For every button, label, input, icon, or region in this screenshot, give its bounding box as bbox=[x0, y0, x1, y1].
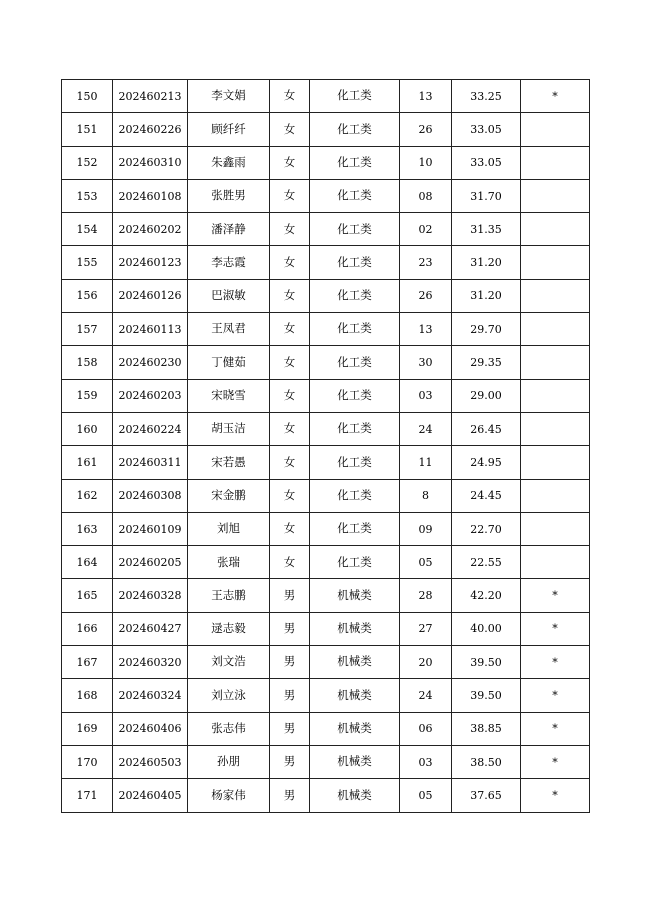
rank-cell: 168 bbox=[62, 679, 113, 712]
seat-number-cell: 23 bbox=[400, 246, 452, 279]
gender-cell: 女 bbox=[270, 412, 310, 445]
candidate-id-cell: 202460310 bbox=[113, 146, 188, 179]
score-cell: 29.70 bbox=[452, 313, 521, 346]
category-cell: 机械类 bbox=[310, 646, 400, 679]
candidate-id-cell: 202460203 bbox=[113, 379, 188, 412]
table-row bbox=[62, 612, 590, 645]
results-table bbox=[61, 79, 590, 813]
table-row bbox=[62, 246, 590, 279]
mark-cell bbox=[521, 479, 590, 512]
score-cell: 24.45 bbox=[452, 479, 521, 512]
rank-cell: 154 bbox=[62, 213, 113, 246]
mark-cell bbox=[521, 213, 590, 246]
category-cell: 化工类 bbox=[310, 546, 400, 579]
score-cell: 22.55 bbox=[452, 546, 521, 579]
name-cell: 刘立泳 bbox=[188, 679, 270, 712]
candidate-id-cell: 202460224 bbox=[113, 412, 188, 445]
seat-number-cell: 02 bbox=[400, 213, 452, 246]
table-row bbox=[62, 146, 590, 179]
rank-cell: 160 bbox=[62, 412, 113, 445]
category-cell: 化工类 bbox=[310, 246, 400, 279]
rank-cell: 153 bbox=[62, 179, 113, 212]
seat-number-cell: 05 bbox=[400, 546, 452, 579]
mark-cell: * bbox=[521, 646, 590, 679]
category-cell: 机械类 bbox=[310, 779, 400, 812]
seat-number-cell: 06 bbox=[400, 712, 452, 745]
mark-cell bbox=[521, 446, 590, 479]
table-row bbox=[62, 712, 590, 745]
category-cell: 化工类 bbox=[310, 279, 400, 312]
category-cell: 化工类 bbox=[310, 146, 400, 179]
gender-cell: 男 bbox=[270, 679, 310, 712]
candidate-id-cell: 202460205 bbox=[113, 546, 188, 579]
score-cell: 42.20 bbox=[452, 579, 521, 612]
candidate-id-cell: 202460108 bbox=[113, 179, 188, 212]
score-cell: 38.50 bbox=[452, 745, 521, 778]
name-cell: 逯志毅 bbox=[188, 612, 270, 645]
score-cell: 29.00 bbox=[452, 379, 521, 412]
rank-cell: 170 bbox=[62, 745, 113, 778]
rank-cell: 165 bbox=[62, 579, 113, 612]
seat-number-cell: 26 bbox=[400, 279, 452, 312]
rank-cell: 162 bbox=[62, 479, 113, 512]
candidate-id-cell: 202460213 bbox=[113, 80, 188, 113]
candidate-id-cell: 202460202 bbox=[113, 213, 188, 246]
gender-cell: 女 bbox=[270, 146, 310, 179]
gender-cell: 女 bbox=[270, 113, 310, 146]
gender-cell: 女 bbox=[270, 446, 310, 479]
candidate-id-cell: 202460311 bbox=[113, 446, 188, 479]
gender-cell: 女 bbox=[270, 512, 310, 545]
table-row bbox=[62, 346, 590, 379]
score-cell: 33.25 bbox=[452, 80, 521, 113]
table-row bbox=[62, 213, 590, 246]
mark-cell: * bbox=[521, 745, 590, 778]
name-cell: 张胜男 bbox=[188, 179, 270, 212]
mark-cell bbox=[521, 512, 590, 545]
name-cell: 顾纤纤 bbox=[188, 113, 270, 146]
score-cell: 33.05 bbox=[452, 146, 521, 179]
mark-cell: * bbox=[521, 80, 590, 113]
seat-number-cell: 24 bbox=[400, 679, 452, 712]
candidate-id-cell: 202460109 bbox=[113, 512, 188, 545]
table-row bbox=[62, 679, 590, 712]
rank-cell: 157 bbox=[62, 313, 113, 346]
mark-cell: * bbox=[521, 712, 590, 745]
rank-cell: 152 bbox=[62, 146, 113, 179]
score-cell: 29.35 bbox=[452, 346, 521, 379]
candidate-id-cell: 202460113 bbox=[113, 313, 188, 346]
table-row bbox=[62, 579, 590, 612]
score-cell: 31.20 bbox=[452, 246, 521, 279]
name-cell: 王凤君 bbox=[188, 313, 270, 346]
category-cell: 化工类 bbox=[310, 512, 400, 545]
mark-cell bbox=[521, 546, 590, 579]
table-row bbox=[62, 179, 590, 212]
seat-number-cell: 11 bbox=[400, 446, 452, 479]
rank-cell: 155 bbox=[62, 246, 113, 279]
table-row bbox=[62, 646, 590, 679]
seat-number-cell: 05 bbox=[400, 779, 452, 812]
seat-number-cell: 27 bbox=[400, 612, 452, 645]
table-row bbox=[62, 279, 590, 312]
table-row bbox=[62, 546, 590, 579]
rank-cell: 164 bbox=[62, 546, 113, 579]
score-cell: 33.05 bbox=[452, 113, 521, 146]
seat-number-cell: 13 bbox=[400, 80, 452, 113]
gender-cell: 男 bbox=[270, 779, 310, 812]
seat-number-cell: 20 bbox=[400, 646, 452, 679]
mark-cell: * bbox=[521, 779, 590, 812]
name-cell: 李文娟 bbox=[188, 80, 270, 113]
seat-number-cell: 13 bbox=[400, 313, 452, 346]
name-cell: 潘泽静 bbox=[188, 213, 270, 246]
category-cell: 机械类 bbox=[310, 712, 400, 745]
gender-cell: 女 bbox=[270, 346, 310, 379]
score-cell: 40.00 bbox=[452, 612, 521, 645]
seat-number-cell: 03 bbox=[400, 379, 452, 412]
score-cell: 24.95 bbox=[452, 446, 521, 479]
rank-cell: 169 bbox=[62, 712, 113, 745]
seat-number-cell: 09 bbox=[400, 512, 452, 545]
mark-cell bbox=[521, 246, 590, 279]
category-cell: 机械类 bbox=[310, 612, 400, 645]
gender-cell: 女 bbox=[270, 379, 310, 412]
table-row bbox=[62, 412, 590, 445]
category-cell: 化工类 bbox=[310, 346, 400, 379]
name-cell: 巴淑敏 bbox=[188, 279, 270, 312]
seat-number-cell: 08 bbox=[400, 179, 452, 212]
candidate-id-cell: 202460427 bbox=[113, 612, 188, 645]
name-cell: 宋金鹏 bbox=[188, 479, 270, 512]
score-cell: 39.50 bbox=[452, 679, 521, 712]
mark-cell bbox=[521, 179, 590, 212]
mark-cell bbox=[521, 379, 590, 412]
rank-cell: 167 bbox=[62, 646, 113, 679]
candidate-id-cell: 202460503 bbox=[113, 745, 188, 778]
rank-cell: 166 bbox=[62, 612, 113, 645]
candidate-id-cell: 202460320 bbox=[113, 646, 188, 679]
candidate-id-cell: 202460230 bbox=[113, 346, 188, 379]
name-cell: 胡玉洁 bbox=[188, 412, 270, 445]
mark-cell bbox=[521, 313, 590, 346]
category-cell: 化工类 bbox=[310, 113, 400, 146]
table-row bbox=[62, 745, 590, 778]
rank-cell: 171 bbox=[62, 779, 113, 812]
mark-cell bbox=[521, 279, 590, 312]
name-cell: 宋若愚 bbox=[188, 446, 270, 479]
table-row bbox=[62, 779, 590, 812]
rank-cell: 150 bbox=[62, 80, 113, 113]
candidate-id-cell: 202460406 bbox=[113, 712, 188, 745]
candidate-id-cell: 202460308 bbox=[113, 479, 188, 512]
mark-cell: * bbox=[521, 612, 590, 645]
candidate-id-cell: 202460226 bbox=[113, 113, 188, 146]
table-row bbox=[62, 113, 590, 146]
gender-cell: 女 bbox=[270, 246, 310, 279]
mark-cell bbox=[521, 412, 590, 445]
name-cell: 杨家伟 bbox=[188, 779, 270, 812]
category-cell: 化工类 bbox=[310, 213, 400, 246]
results-table-body bbox=[62, 80, 590, 813]
name-cell: 张瑞 bbox=[188, 546, 270, 579]
rank-cell: 156 bbox=[62, 279, 113, 312]
name-cell: 丁健茹 bbox=[188, 346, 270, 379]
mark-cell bbox=[521, 146, 590, 179]
category-cell: 机械类 bbox=[310, 579, 400, 612]
category-cell: 化工类 bbox=[310, 179, 400, 212]
score-cell: 26.45 bbox=[452, 412, 521, 445]
category-cell: 化工类 bbox=[310, 313, 400, 346]
table-row bbox=[62, 313, 590, 346]
name-cell: 孙朋 bbox=[188, 745, 270, 778]
seat-number-cell: 28 bbox=[400, 579, 452, 612]
rank-cell: 159 bbox=[62, 379, 113, 412]
gender-cell: 女 bbox=[270, 546, 310, 579]
table-row bbox=[62, 379, 590, 412]
rank-cell: 163 bbox=[62, 512, 113, 545]
gender-cell: 男 bbox=[270, 712, 310, 745]
name-cell: 李志霞 bbox=[188, 246, 270, 279]
seat-number-cell: 8 bbox=[400, 479, 452, 512]
score-cell: 31.20 bbox=[452, 279, 521, 312]
seat-number-cell: 26 bbox=[400, 113, 452, 146]
gender-cell: 女 bbox=[270, 80, 310, 113]
category-cell: 化工类 bbox=[310, 412, 400, 445]
category-cell: 化工类 bbox=[310, 446, 400, 479]
name-cell: 宋晓雪 bbox=[188, 379, 270, 412]
name-cell: 张志伟 bbox=[188, 712, 270, 745]
mark-cell bbox=[521, 346, 590, 379]
rank-cell: 161 bbox=[62, 446, 113, 479]
score-cell: 38.85 bbox=[452, 712, 521, 745]
gender-cell: 女 bbox=[270, 279, 310, 312]
score-cell: 31.35 bbox=[452, 213, 521, 246]
seat-number-cell: 10 bbox=[400, 146, 452, 179]
category-cell: 化工类 bbox=[310, 479, 400, 512]
candidate-id-cell: 202460405 bbox=[113, 779, 188, 812]
category-cell: 机械类 bbox=[310, 679, 400, 712]
seat-number-cell: 24 bbox=[400, 412, 452, 445]
rank-cell: 151 bbox=[62, 113, 113, 146]
score-cell: 31.70 bbox=[452, 179, 521, 212]
candidate-id-cell: 202460324 bbox=[113, 679, 188, 712]
name-cell: 朱鑫雨 bbox=[188, 146, 270, 179]
rank-cell: 158 bbox=[62, 346, 113, 379]
gender-cell: 男 bbox=[270, 646, 310, 679]
gender-cell: 男 bbox=[270, 612, 310, 645]
candidate-id-cell: 202460123 bbox=[113, 246, 188, 279]
score-cell: 39.50 bbox=[452, 646, 521, 679]
mark-cell: * bbox=[521, 579, 590, 612]
gender-cell: 女 bbox=[270, 479, 310, 512]
score-cell: 22.70 bbox=[452, 512, 521, 545]
table-row bbox=[62, 446, 590, 479]
seat-number-cell: 03 bbox=[400, 745, 452, 778]
seat-number-cell: 30 bbox=[400, 346, 452, 379]
mark-cell bbox=[521, 113, 590, 146]
table-row bbox=[62, 80, 590, 113]
gender-cell: 男 bbox=[270, 745, 310, 778]
category-cell: 机械类 bbox=[310, 745, 400, 778]
name-cell: 王志鹏 bbox=[188, 579, 270, 612]
name-cell: 刘文浩 bbox=[188, 646, 270, 679]
mark-cell: * bbox=[521, 679, 590, 712]
candidate-id-cell: 202460328 bbox=[113, 579, 188, 612]
name-cell: 刘旭 bbox=[188, 512, 270, 545]
candidate-id-cell: 202460126 bbox=[113, 279, 188, 312]
gender-cell: 女 bbox=[270, 179, 310, 212]
table-row bbox=[62, 512, 590, 545]
gender-cell: 男 bbox=[270, 579, 310, 612]
category-cell: 化工类 bbox=[310, 379, 400, 412]
table-row bbox=[62, 479, 590, 512]
gender-cell: 女 bbox=[270, 313, 310, 346]
category-cell: 化工类 bbox=[310, 80, 400, 113]
gender-cell: 女 bbox=[270, 213, 310, 246]
score-cell: 37.65 bbox=[452, 779, 521, 812]
